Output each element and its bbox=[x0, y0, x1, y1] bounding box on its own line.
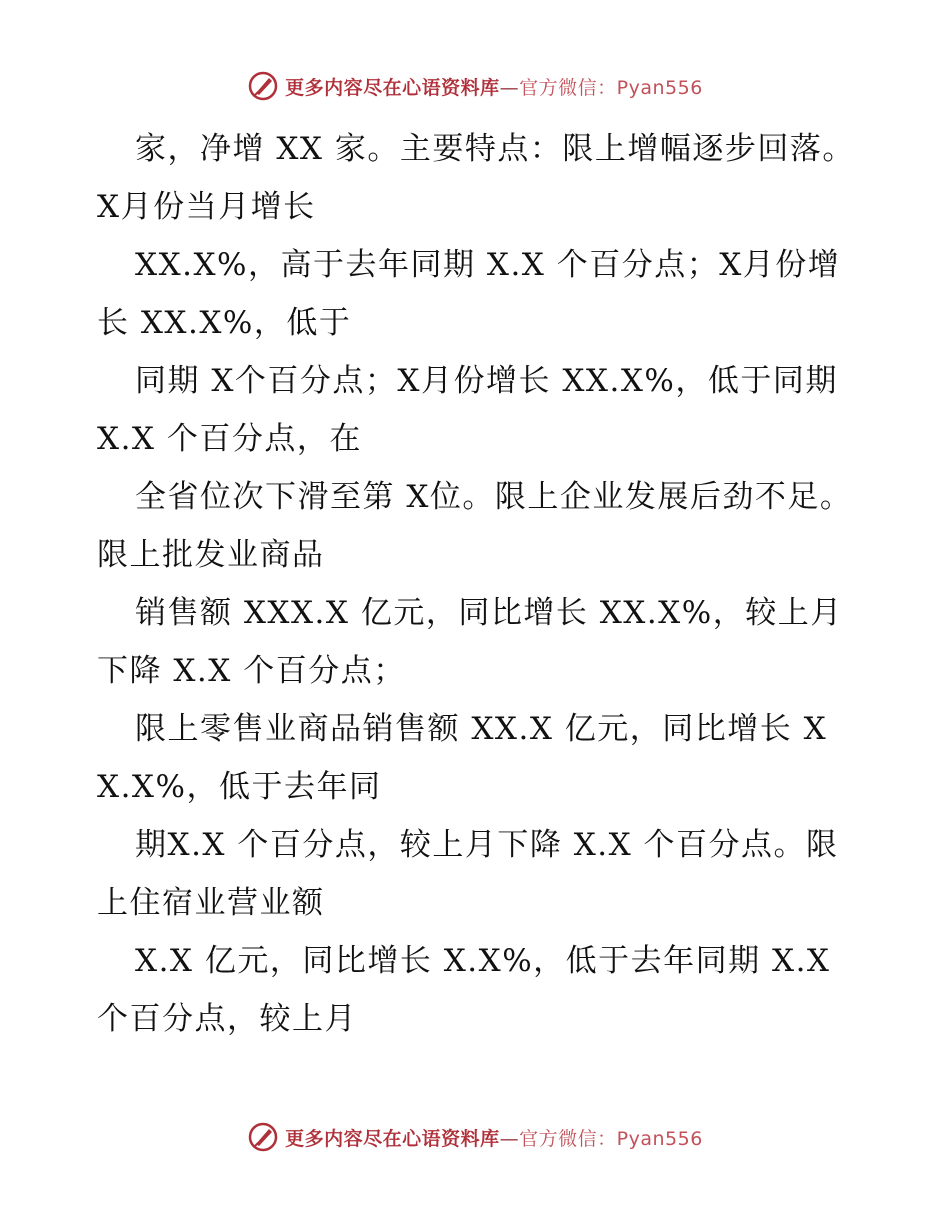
footer-banner-main: 更多内容尽在心语资料库 bbox=[285, 1127, 500, 1150]
footer-banner-dash: — bbox=[499, 1127, 520, 1150]
header-banner-dash: — bbox=[499, 76, 520, 99]
paragraph-4: 全省位次下滑至第 X位。限上企业发展后劲不足。限上批发业商品 bbox=[97, 479, 853, 573]
header-watermark-banner bbox=[0, 70, 950, 102]
footer-banner-wechat: 官方微信：Pyan556 bbox=[519, 1127, 703, 1150]
paragraph-7: 期X.X 个百分点，较上月下降 X.X 个百分点。限上住宿业营业额 bbox=[97, 827, 839, 921]
paragraph-8: X.X 亿元，同比增长 X.X%，低于去年同期 X.X 个百分点，较上月 bbox=[97, 943, 831, 1037]
paragraph-6: 限上零售业商品销售额 XX.X 亿元，同比增长 XX.X%，低于去年同 bbox=[97, 711, 828, 805]
footer-banner-text bbox=[285, 1124, 703, 1151]
paragraph-1: 家，净增 XX 家。主要特点：限上增幅逐步回落。X月份当月增长 bbox=[97, 131, 855, 225]
quill-logo-icon bbox=[247, 1121, 279, 1153]
paragraph-5: 销售额 XXX.X 亿元，同比增长 XX.X%，较上月下降 X.X 个百分点； bbox=[97, 595, 843, 689]
header-banner-wechat: 官方微信：Pyan556 bbox=[519, 76, 703, 99]
header-banner-text bbox=[285, 73, 703, 100]
footer-watermark-banner bbox=[0, 1121, 950, 1153]
header-banner-main: 更多内容尽在心语资料库 bbox=[285, 76, 500, 99]
quill-logo-icon bbox=[247, 70, 279, 102]
paragraph-3: 同期 X个百分点；X月份增长 XX.X%，低于同期 X.X 个百分点，在 bbox=[97, 363, 838, 457]
paragraph-2: XX.X%，高于去年同期 X.X 个百分点；X月份增长 XX.X%，低于 bbox=[97, 247, 841, 341]
document-body bbox=[97, 120, 857, 1048]
